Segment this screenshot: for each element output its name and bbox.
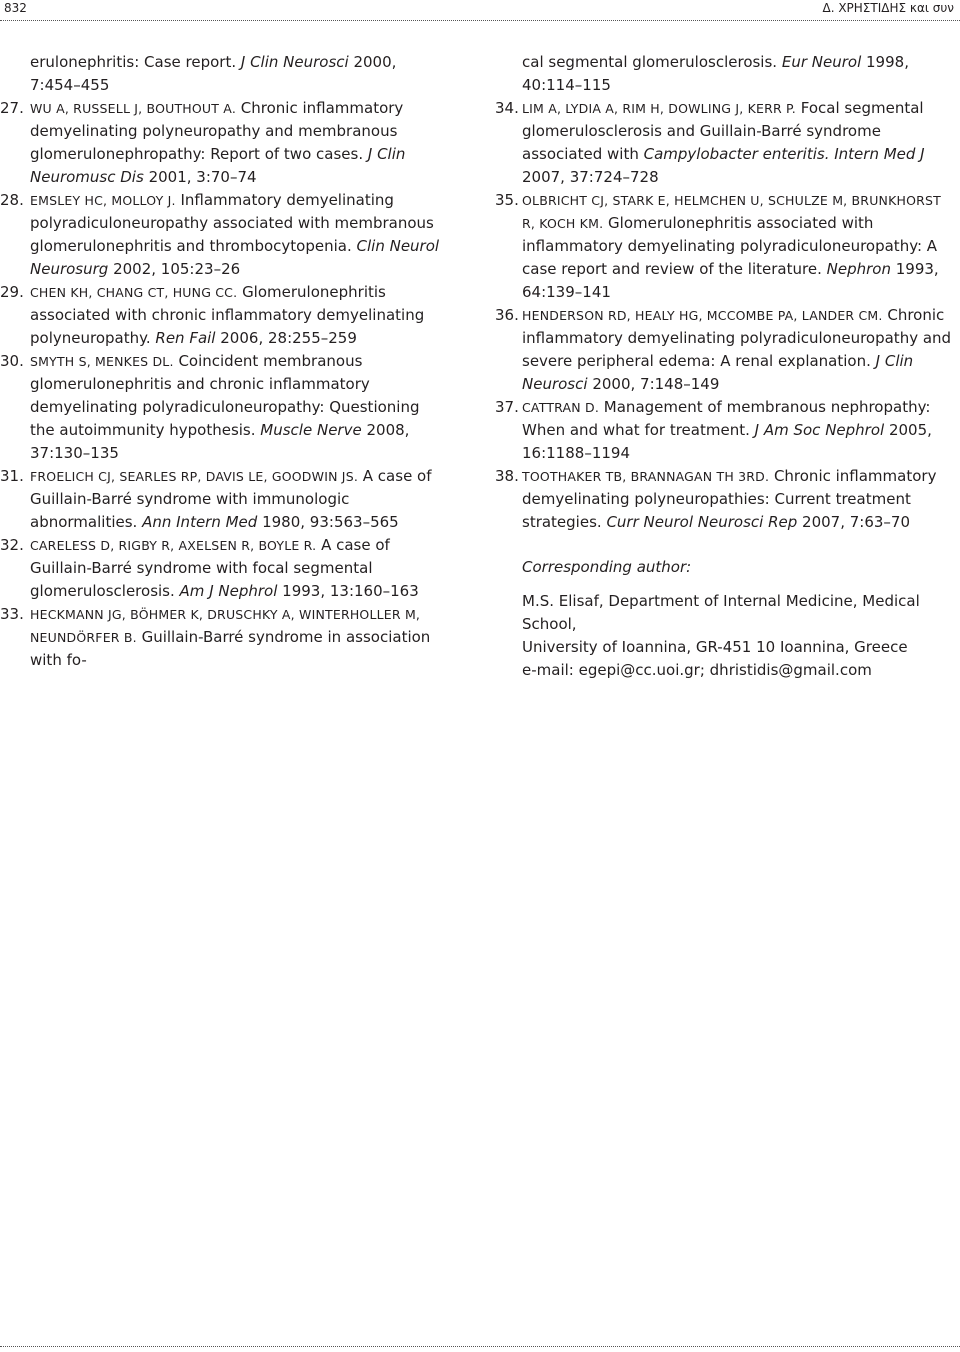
reference-title: Chronic inflammatory demyelinating polyneuropathies: Current treatment strategies. — [522, 467, 937, 531]
reference-title: Inflammatory demyelinating polyradiculoneuropathy associated with membranous glomerulonephritis and thrombocytopenia. — [30, 191, 434, 255]
reference-journal: Ren Fail — [155, 329, 216, 347]
reference-authors: EMSLEY HC, MOLLOY J. — [30, 193, 176, 208]
reference-citation: 2000, 7:454–455 — [30, 53, 397, 94]
reference-citation: 1993, 64:139–141 — [522, 260, 939, 301]
reference-authors: TOOTHAKER TB, BRANNAGAN TH 3RD. — [522, 469, 770, 484]
corresponding-author-affiliation: M.S. Elisaf, Department of Internal Medicine, Medical School, — [522, 592, 920, 633]
reference-journal: Muscle Nerve — [260, 421, 362, 439]
reference-title: cal segmental glomerulosclerosis. — [522, 53, 778, 71]
running-head: Δ. ΧΡΗΣΤΙΔΗΣ και συν — [822, 1, 954, 15]
reference-number: 31. — [0, 467, 24, 485]
reference-authors: SMYTH S, MENKES DL. — [30, 354, 174, 369]
reference-journal: Nephron — [826, 260, 891, 278]
footer-rule — [0, 1346, 960, 1347]
reference-entry-27 — [0, 97, 441, 189]
reference-continuation — [0, 51, 441, 97]
reference-journal: Curr Neurol Neurosci Rep — [606, 513, 798, 531]
reference-citation: 2000, 7:148–149 — [592, 375, 720, 393]
reference-number: 30. — [0, 352, 24, 370]
reference-title: Glomerulonephritis associated with inflammatory demyelinating polyradiculoneuropathy: A case report and review of the literature. — [522, 214, 938, 278]
reference-number: 32. — [0, 536, 24, 554]
reference-number: 38. — [495, 467, 519, 485]
reference-entry-38 — [495, 465, 958, 534]
reference-entry-36 — [495, 304, 958, 396]
reference-title: Chronic inflammatory demyelinating polyneuropathy and membranous glomerulonephropathy: Report of two cases. — [30, 99, 404, 163]
reference-journal: J Clin Neuromusc Dis — [30, 145, 406, 186]
reference-citation: 2001, 3:70–74 — [148, 168, 257, 186]
reference-authors: HECKMANN JG, BÖHMER K, DRUSCHKY A, WINTERHOLLER M, NEUNDÖRFER B. — [30, 607, 421, 645]
reference-citation: 1993, 13:160–163 — [282, 582, 419, 600]
reference-entry-28 — [0, 189, 441, 281]
reference-entry-32 — [0, 534, 441, 603]
reference-title: Focal segmental glomerulosclerosis and Guillain-Barré syndrome associated with — [522, 99, 924, 163]
reference-journal: Am J Nephrol — [179, 582, 278, 600]
reference-number: 33. — [0, 605, 24, 623]
reference-entry-31 — [0, 465, 441, 534]
reference-journal: J Clin Neurosci — [522, 352, 914, 393]
reference-authors: OLBRICHT CJ, STARK E, HELMCHEN U, SCHULZE M, BRUNKHORST R, KOCH KM. — [522, 193, 941, 231]
reference-authors: CARELESS D, RIGBY R, AXELSEN R, BOYLE R. — [30, 538, 317, 553]
right-column — [495, 51, 958, 682]
reference-citation: 1980, 93:563–565 — [262, 513, 399, 531]
reference-citation: 2005, 16:1188–1194 — [522, 421, 932, 462]
reference-number: 29. — [0, 283, 24, 301]
reference-journal: J Clin Neurosci — [240, 53, 349, 71]
reference-entry-29 — [0, 281, 441, 350]
reference-entry-35 — [495, 189, 958, 304]
reference-entry-34 — [495, 97, 958, 189]
reference-title: A case of Guillain-Barré syndrome with immunologic abnormalities. — [30, 467, 432, 531]
left-column — [0, 51, 441, 672]
reference-citation: 2007, 7:63–70 — [802, 513, 911, 531]
reference-authors: HENDERSON RD, HEALY HG, MCCOMBE PA, LANDER CM. — [522, 308, 883, 323]
reference-continuation — [495, 51, 958, 97]
reference-number: 27. — [0, 99, 24, 117]
reference-entry-30 — [0, 350, 441, 465]
reference-title: Guillain-Barré syndrome in association with fo- — [30, 628, 431, 669]
reference-number: 28. — [0, 191, 24, 209]
reference-authors: WU A, RUSSELL J, BOUTHOUT A. — [30, 101, 236, 116]
corresponding-author-label: Corresponding author: — [522, 558, 692, 576]
reference-title: A case of Guillain-Barré syndrome with focal segmental glomerulosclerosis. — [30, 536, 390, 600]
reference-authors: LIM A, LYDIA A, RIM H, DOWLING J, KERR P. — [522, 101, 796, 116]
reference-authors: CATTRAN D. — [522, 400, 600, 415]
reference-entry-37 — [495, 396, 958, 465]
reference-citation: 2008, 37:130–135 — [30, 421, 410, 462]
reference-journal: Clin Neurol Neurosurg — [30, 237, 440, 278]
reference-number: 37. — [495, 398, 519, 416]
reference-citation: 2006, 28:255–259 — [220, 329, 357, 347]
reference-authors: CHEN KH, CHANG CT, HUNG CC. — [30, 285, 238, 300]
reference-title: erulonephritis: Case report. — [30, 53, 237, 71]
corresponding-author-address: University of Ioannina, GR-451 10 Ioannina, Greece — [522, 638, 908, 656]
reference-authors: FROELICH CJ, SEARLES RP, DAVIS LE, GOODWIN JS. — [30, 469, 358, 484]
reference-journal: Campylobacter enteritis. Intern Med J — [643, 145, 925, 163]
page-number: 832 — [4, 1, 27, 15]
reference-journal: Eur Neurol — [781, 53, 862, 71]
reference-citation: 1998, 40:114–115 — [522, 53, 909, 94]
reference-number: 36. — [495, 306, 519, 324]
corresponding-author-block — [495, 556, 958, 682]
reference-title: Management of membranous nephropathy: When and what for treatment. — [522, 398, 931, 439]
reference-journal: Ann Intern Med — [142, 513, 258, 531]
reference-title: Coincident membranous glomerulonephritis and chronic inflammatory demyelinating polyradiculoneuropathy: Questioning the autoimmunity hypothesis. — [30, 352, 420, 439]
reference-title: Glomerulonephritis associated with chronic inflammatory demyelinating polyneuropathy. — [30, 283, 425, 347]
reference-entry-33 — [0, 603, 441, 672]
header-rule — [0, 20, 960, 21]
reference-citation: 2002, 105:23–26 — [113, 260, 241, 278]
reference-citation: 2007, 37:724–728 — [522, 168, 659, 186]
reference-number: 34. — [495, 99, 519, 117]
reference-number: 35. — [495, 191, 519, 209]
corresponding-author-email: e-mail: egepi@cc.uoi.gr; dhristidis@gmail.com — [522, 661, 872, 679]
reference-journal: J Am Soc Nephrol — [754, 421, 885, 439]
reference-title: Chronic inflammatory demyelinating polyradiculoneuropathy and severe peripheral edema: A renal explanation. — [522, 306, 952, 370]
